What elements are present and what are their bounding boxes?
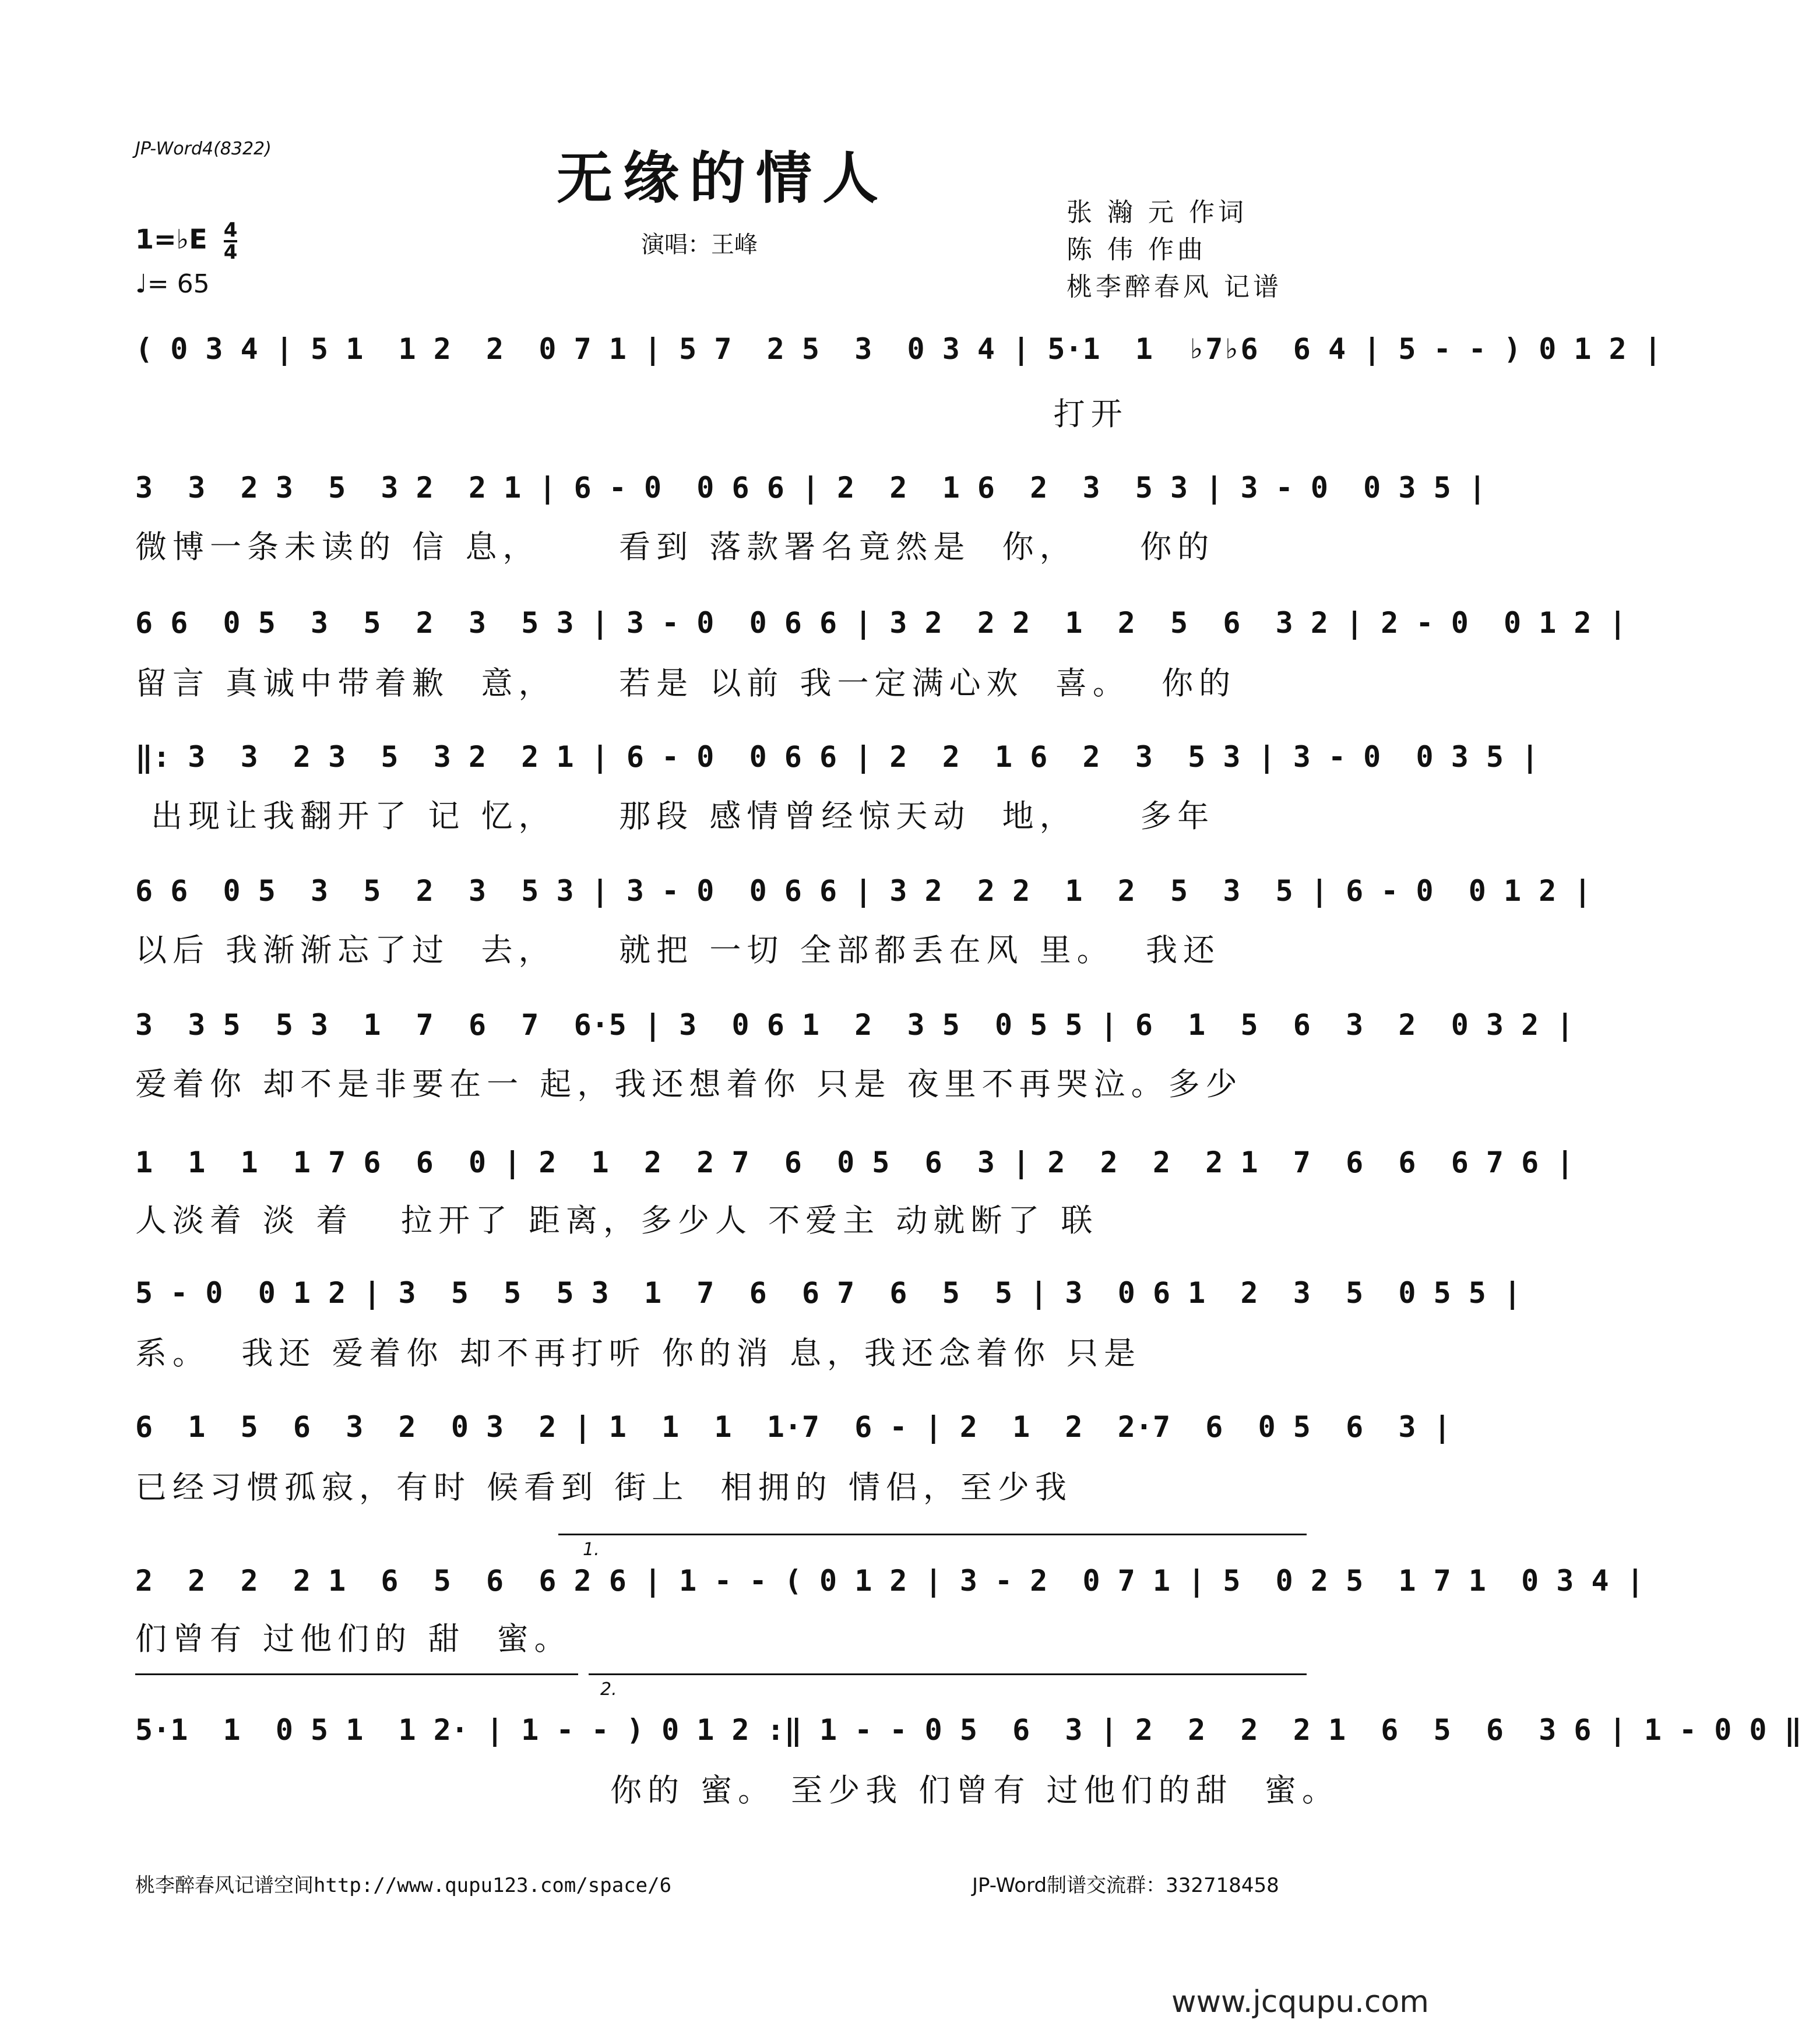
volta-1-bracket — [558, 1534, 1307, 1535]
key-signature — [135, 220, 237, 262]
volta-1-label: 1. — [583, 1539, 600, 1560]
lyrics-line-4: 出现让我翻开了 记 忆， 那段 感情曾经惊天动 地， 多年 — [135, 798, 1215, 834]
transcriber-credit: 桃李醉春风 记谱 — [1067, 272, 1282, 302]
lyrics-line-2: 微博一条未读的 信 息， 看到 落款署名竟然是 你， 你的 — [135, 528, 1215, 565]
footer-group: JP-Word制谱交流群：332718458 — [972, 1874, 1279, 1897]
lyrics-line-3: 留言 真诚中带着歉 意， 若是 以前 我一定满心欢 喜。 你的 — [135, 665, 1237, 702]
volta-continuation-rule — [135, 1673, 578, 1675]
time-top: 4 — [223, 219, 238, 242]
volta-2-label: 2. — [600, 1679, 617, 1700]
lyrics-line-8: 系。 我还 爱着你 却不再打听 你的消 息，我还念着你 只是 — [135, 1335, 1142, 1372]
notes-line-1: ( 0 3 4 | 5 1 1 2 2 0 7 1 | 5 7 2 5 3 0 3 4 | 5·1 1 ♭7♭6 6 4 | 5 - - ) 0 1 2 | — [135, 332, 1662, 366]
lyrics-line-1: 打开 — [135, 396, 1128, 432]
song-title: 无缘的情人 — [557, 145, 889, 211]
notes-line-2: 3 3 2 3 5 3 2 2 1 | 6 - 0 0 6 6 | 2 2 1 6 2 3 5 3 | 3 - 0 0 3 5 | — [135, 471, 1486, 505]
composer-credit: 陈 伟 作曲 — [1067, 235, 1206, 265]
lyrics-line-6: 爱着你 却不是非要在一 起，我还想着你 只是 夜里不再哭泣。多少 — [135, 1066, 1243, 1102]
time-bottom: 4 — [223, 241, 238, 264]
time-signature — [224, 220, 238, 262]
site-watermark: www.jcqupu.com — [1171, 1985, 1429, 2020]
key-label: 1=♭E — [135, 223, 207, 255]
notes-line-10: 2 2 2 2 1 6 5 6 6 2 6 | 1 - - ( 0 1 2 | 3 - 2 0 7 1 | 5 0 2 5 1 7 1 0 3 4 | — [135, 1564, 1644, 1598]
lyricist-credit: 张 瀚 元 作词 — [1067, 198, 1247, 227]
lyrics-line-10: 们曾有 过他们的 甜 蜜。 — [135, 1620, 572, 1657]
notes-line-5: 6 6 0 5 3 5 2 3 5 3 | 3 - 0 0 6 6 | 3 2 2 2 1 2 5 3 5 | 6 - 0 0 1 2 | — [135, 874, 1592, 908]
lyrics-line-7: 人淡着 淡 着 拉开了 距离，多少人 不爱主 动就断了 联 — [135, 1202, 1099, 1239]
notes-line-9: 6 1 5 6 3 2 0 3 2 | 1 1 1 1·7 6 - | 2 1 2 2·7 6 0 5 6 3 | — [135, 1410, 1451, 1444]
singer-credit: 演唱：王峰 — [641, 231, 758, 258]
lyrics-line-11: 你的 蜜。 至少我 们曾有 过他们的甜 蜜。 — [135, 1772, 1339, 1809]
notes-line-11: 5·1 1 0 5 1 1 2· | 1 - - ) 0 1 2 :‖ 1 - - 0 5 6 3 | 2 2 2 2 1 6 5 6 3 6 | 1 - 0 0 ‖ — [135, 1713, 1802, 1747]
software-label: JP-Word4(8322) — [135, 139, 272, 159]
volta-2-bracket — [589, 1673, 1307, 1675]
lyrics-line-5: 以后 我渐渐忘了过 去， 就把 一切 全部都丢在风 里。 我还 — [135, 932, 1220, 968]
notes-line-3: 6 6 0 5 3 5 2 3 5 3 | 3 - 0 0 6 6 | 3 2 2 2 1 2 5 6 3 2 | 2 - 0 0 1 2 | — [135, 606, 1627, 640]
tempo-marking: ♩= 65 — [135, 269, 210, 299]
notes-line-4: ‖: 3 3 2 3 5 3 2 2 1 | 6 - 0 0 6 6 | 2 2 1 6 2 3 5 3 | 3 - 0 0 3 5 | — [135, 740, 1539, 774]
notes-line-7: 1 1 1 1 7 6 6 0 | 2 1 2 2 7 6 0 5 6 3 | 2 2 2 2 1 7 6 6 6 7 6 | — [135, 1146, 1574, 1179]
notes-line-8: 5 - 0 0 1 2 | 3 5 5 5 3 1 7 6 6 7 6 5 5 | 3 0 6 1 2 3 5 0 5 5 | — [135, 1276, 1522, 1310]
lyrics-line-9: 已经习惯孤寂，有时 候看到 街上 相拥的 情侣，至少我 — [135, 1469, 1072, 1506]
footer-source: 桃李醉春风记谱空间http://www.qupu123.com/space/6 — [135, 1874, 672, 1897]
notes-line-6: 3 3 5 5 3 1 7 6 7 6·5 | 3 0 6 1 2 3 5 0 5 5 | 6 1 5 6 3 2 0 3 2 | — [135, 1008, 1574, 1042]
